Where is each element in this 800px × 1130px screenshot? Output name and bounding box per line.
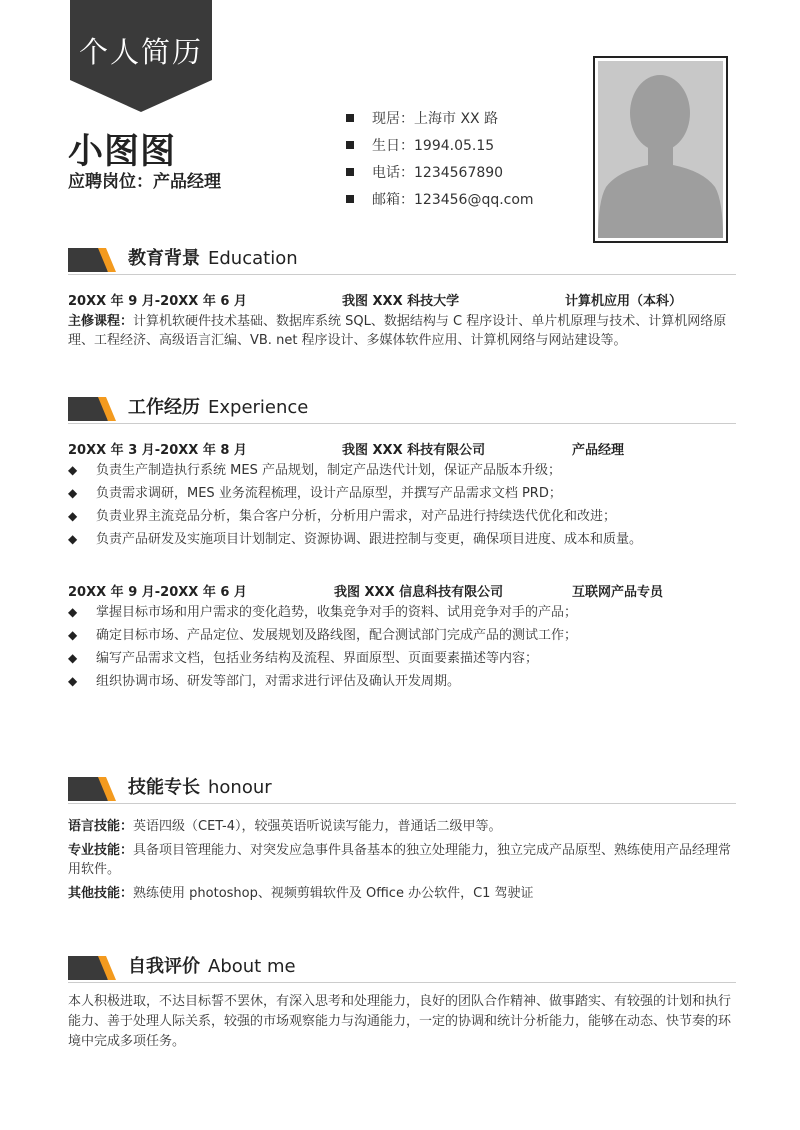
job-row	[68, 577, 736, 601]
section-divider	[68, 803, 736, 804]
section-divider	[68, 982, 736, 983]
work-title	[128, 395, 308, 421]
section-title-en: honour	[208, 777, 272, 798]
info-email	[346, 185, 534, 212]
courses-label: 主修课程：	[68, 314, 134, 329]
education-period: 20XX 年 9 月-20XX 年 6 月	[68, 294, 247, 309]
job-role: 产品经理	[572, 443, 625, 458]
education-major: 计算机应用（本科）	[565, 294, 683, 309]
info-text: 邮箱：123456@qq.com	[372, 191, 534, 208]
info-text: 现居：上海市 XX 路	[372, 110, 499, 127]
square-bullet-icon	[346, 168, 354, 176]
square-bullet-icon	[346, 114, 354, 122]
avatar-placeholder	[598, 61, 723, 238]
job-company: 我图 XXX 科技有限公司	[342, 443, 486, 458]
skill-label: 专业技能：	[68, 843, 134, 858]
education-heading	[68, 246, 736, 276]
job-row	[68, 435, 736, 459]
duty-item: ◆ 掌握目标市场和用户需求的变化趋势，收集竞争对手的资料、试用竞争对手的产品；	[68, 601, 736, 624]
info-birthday	[346, 131, 534, 158]
person-silhouette-icon	[598, 61, 723, 238]
position-label: 应聘岗位：	[68, 172, 153, 192]
work-heading	[68, 395, 736, 425]
about-section	[68, 954, 736, 1052]
duty-item: ◆ 确定目标市场、产品定位、发展规划及路线图，配合测试部门完成产品的测试工作；	[68, 624, 736, 647]
banner-title: 个人简历	[78, 35, 203, 69]
section-marker-icon	[68, 248, 116, 272]
resume-banner	[70, 0, 212, 112]
duty-item: ◆ 负责产品研发及实施项目计划制定、资源协调、跟进控制与变更，确保项目进度、成本和质量。	[68, 528, 736, 551]
about-title	[128, 954, 296, 980]
profile-photo	[593, 56, 728, 243]
education-courses	[68, 312, 736, 350]
info-address	[346, 104, 534, 131]
section-title-en: Education	[208, 248, 298, 269]
duty-item: ◆ 负责生产制造执行系统 MES 产品规划，制定产品迭代计划，保证产品版本升级；	[68, 459, 736, 482]
skill-text: 熟练使用 photoshop、视频剪辑软件及 Office 办公软件，C1 驾驶证	[133, 886, 534, 901]
skill-label: 其他技能：	[68, 886, 134, 901]
section-title-cn: 自我评价	[128, 956, 200, 977]
info-phone	[346, 158, 534, 185]
position-applied	[68, 167, 221, 192]
skill-text: 英语四级（CET-4），较强英语听说读写能力，普通话二级甲等。	[133, 819, 502, 834]
skills-title	[128, 775, 272, 801]
section-title-cn: 工作经历	[128, 397, 200, 418]
duty-item: ◆ 组织协调市场、研发等部门，对需求进行评估及确认开发周期。	[68, 670, 736, 693]
duty-item: ◆ 编写产品需求文档，包括业务结构及流程、界面原型、页面要素描述等内容；	[68, 647, 736, 670]
section-title-cn: 教育背景	[128, 248, 200, 269]
section-marker-icon	[68, 397, 116, 421]
skill-text: 具备项目管理能力、对突发应急事件具备基本的独立处理能力，独立完成产品原型、熟练使用产品经理常用软件。	[68, 843, 732, 877]
position-value: 产品经理	[153, 172, 221, 192]
job-period: 20XX 年 9 月-20XX 年 6 月	[68, 585, 247, 600]
education-school: 我图 XXX 科技大学	[342, 294, 460, 309]
skill-label: 语言技能：	[68, 819, 134, 834]
square-bullet-icon	[346, 141, 354, 149]
skills-heading	[68, 775, 736, 805]
work-section	[68, 395, 736, 693]
skill-professional	[68, 841, 736, 879]
about-heading	[68, 954, 736, 984]
job-duties-list	[68, 459, 736, 551]
education-title	[128, 246, 298, 272]
education-row	[68, 286, 736, 310]
section-marker-icon	[68, 956, 116, 980]
section-title-en: Experience	[208, 397, 309, 418]
section-divider	[68, 423, 736, 424]
education-section	[68, 246, 736, 350]
job-role: 互联网产品专员	[572, 585, 664, 600]
about-text: 本人积极进取，不达目标誓不罢休，有深入思考和处理能力，良好的团队合作精神、做事踏实、有较强的计划和执行能力、善于处理人际关系，较强的市场观察能力与沟通能力，一定的协调和统计分析能力，能够在动态、快节奏的环境中完成多项任务。	[68, 994, 732, 1049]
section-marker-icon	[68, 777, 116, 801]
info-text: 电话：1234567890	[372, 164, 504, 181]
skill-language	[68, 817, 736, 836]
skills-section	[68, 775, 736, 903]
info-text: 生日：1994.05.15	[372, 137, 495, 154]
job-period: 20XX 年 3 月-20XX 年 8 月	[68, 443, 247, 458]
job-company: 我图 XXX 信息科技有限公司	[334, 585, 504, 600]
duty-item: ◆ 负责需求调研，MES 业务流程梳理，设计产品原型，并撰写产品需求文档 PRD；	[68, 482, 736, 505]
section-title-cn: 技能专长	[128, 777, 200, 798]
square-bullet-icon	[346, 195, 354, 203]
candidate-name: 小图图	[68, 132, 177, 172]
section-title-en: About me	[208, 956, 296, 977]
skill-other	[68, 884, 736, 903]
section-divider	[68, 274, 736, 275]
courses-text: 计算机软硬件技术基础、数据库系统 SQL、数据结构与 C 程序设计、单片机原理与技术、计算机网络原理、工程经济、高级语言汇编、VB. net 程序设计、多媒体软件应用、计算机网络与网站建设等。	[68, 314, 727, 348]
duty-item: ◆ 负责业界主流竞品分析，集合客户分析，分析用户需求，对产品进行持续迭代优化和改进；	[68, 505, 736, 528]
personal-info-list	[346, 104, 534, 212]
job-duties-list	[68, 601, 736, 693]
